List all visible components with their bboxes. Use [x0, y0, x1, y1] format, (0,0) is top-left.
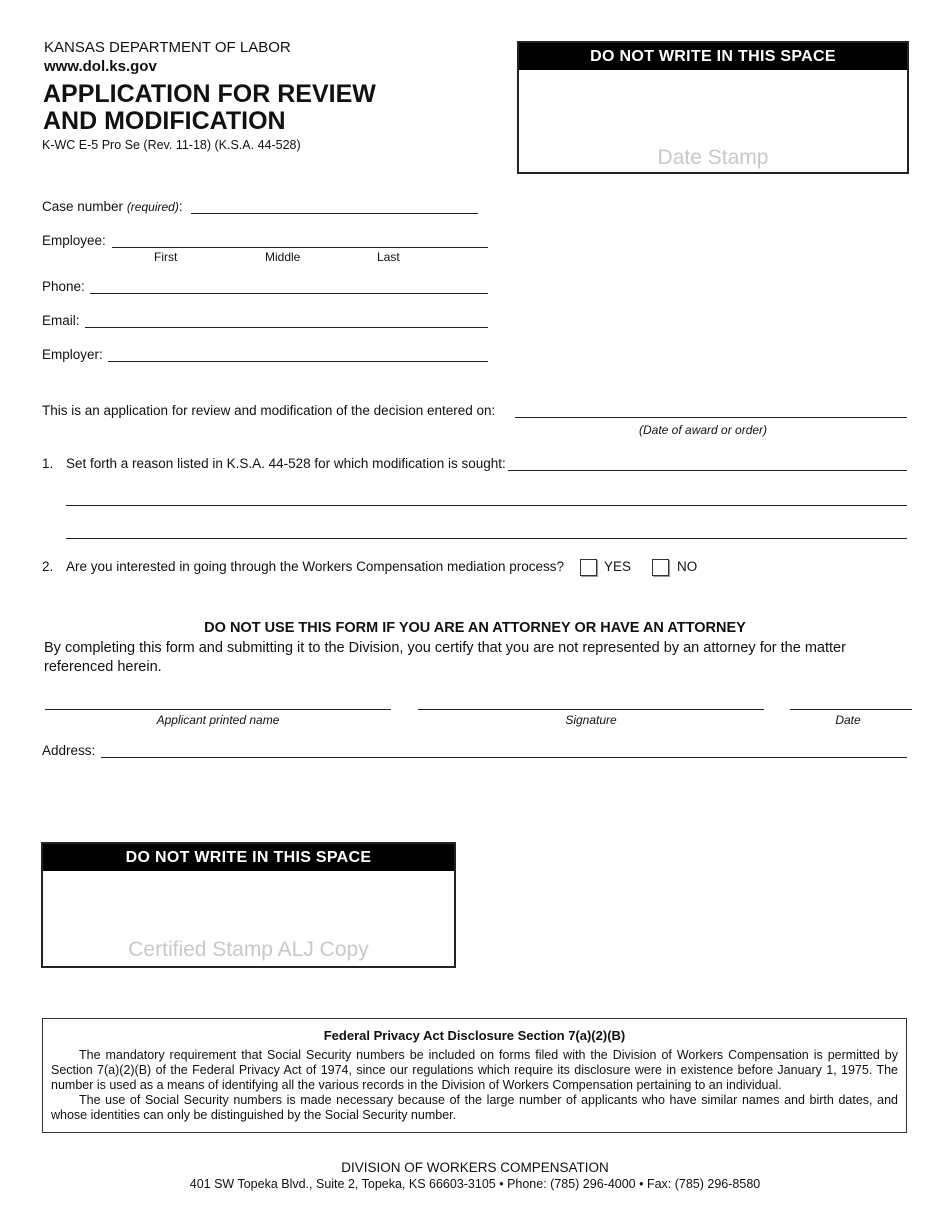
employee-last-caption: Last [377, 250, 400, 264]
q1-answer-line-3[interactable] [66, 538, 907, 539]
q1-text: Set forth a reason listed in K.S.A. 44-528 for which modification is sought: [66, 456, 506, 471]
privacy-paragraph-2: The use of Social Security numbers is made necessary because of the large number of applicants who have similar names and birth dates, and whose identities can only be distinguished by the Social Security number. [51, 1093, 898, 1122]
q2-text: Are you interested in going through the Workers Compensation mediation process? [66, 559, 565, 574]
q2-number: 2. [42, 559, 54, 574]
form-title-line1: APPLICATION FOR REVIEW [43, 80, 376, 108]
form-title-line2: AND MODIFICATION [43, 107, 286, 135]
address-label: Address: [42, 743, 96, 758]
signature-caption: Signature [565, 713, 617, 727]
decision-date-caption: (Date of award or order) [639, 423, 768, 437]
employer-field[interactable] [108, 361, 488, 362]
date-caption: Date [835, 713, 861, 727]
q1-number: 1. [42, 456, 54, 471]
footer-division: DIVISION OF WORKERS COMPENSATION [341, 1160, 609, 1175]
privacy-paragraph-1: The mandatory requirement that Social Security numbers be included on forms filed with the Division of Workers Compensation is permitted by Section 7(a)(2)(B) of the Federal Privacy Act of 1974, since our regulations which require its disclosure were in existence before January 1, 1975. The number is used as a means of identifying all the various records in the Division of Workers Compensation pertaining to an individual. [51, 1048, 898, 1092]
yes-label: YES [604, 559, 632, 574]
agency-website[interactable]: www.dol.ks.gov [44, 58, 157, 75]
case-number-field[interactable] [191, 213, 478, 214]
attorney-warning-heading: DO NOT USE THIS FORM IF YOU ARE AN ATTORNEY OR HAVE AN ATTORNEY [204, 620, 746, 636]
email-label: Email: [42, 313, 80, 328]
certified-stamp-box [41, 842, 456, 968]
certified-stamp-placeholder: Certified Stamp ALJ Copy [128, 938, 369, 961]
employer-label: Employer: [42, 347, 103, 362]
applicant-name-caption: Applicant printed name [156, 713, 280, 727]
employee-label: Employee: [42, 233, 106, 248]
date-stamp-heading: DO NOT WRITE IN THIS SPACE [519, 43, 907, 70]
date-stamp-box [517, 41, 909, 174]
attorney-warning-body: By completing this form and submitting it to the Division, you certify that you are not represented by an attorney for the matter referenced herein. [44, 640, 846, 675]
decision-date-field[interactable] [515, 417, 907, 418]
footer-contact: 401 SW Topeka Blvd., Suite 2, Topeka, KS 66603-3105 • Phone: (785) 296-4000 • Fax: (785) 296-8580 [189, 1177, 761, 1191]
form-id: K-WC E-5 Pro Se (Rev. 11-18) (K.S.A. 44-528) [42, 138, 301, 152]
certified-stamp-heading: DO NOT WRITE IN THIS SPACE [43, 844, 454, 871]
q1-answer-line-2[interactable] [66, 505, 907, 506]
employee-first-caption: First [154, 250, 178, 264]
address-field[interactable] [101, 757, 907, 758]
decision-text: This is an application for review and modification of the decision entered on: [42, 403, 496, 418]
no-checkbox[interactable] [652, 559, 669, 576]
signature-field[interactable] [418, 709, 764, 710]
email-field[interactable] [85, 327, 488, 328]
employee-name-field[interactable] [112, 247, 488, 248]
date-field[interactable] [790, 709, 912, 710]
phone-field[interactable] [90, 293, 488, 294]
applicant-name-field[interactable] [45, 709, 391, 710]
employee-middle-caption: Middle [265, 250, 301, 264]
case-number-label: Case number (required): [42, 199, 183, 214]
no-label: NO [677, 559, 698, 574]
q1-answer-line-1[interactable] [508, 470, 907, 471]
date-stamp-placeholder: Date Stamp [657, 146, 769, 169]
privacy-heading: Federal Privacy Act Disclosure Section 7(a)(2)(B) [323, 1028, 626, 1043]
agency-name: KANSAS DEPARTMENT OF LABOR [44, 39, 291, 56]
privacy-disclosure-box [42, 1018, 907, 1133]
yes-checkbox[interactable] [580, 559, 597, 576]
phone-label: Phone: [42, 279, 85, 294]
